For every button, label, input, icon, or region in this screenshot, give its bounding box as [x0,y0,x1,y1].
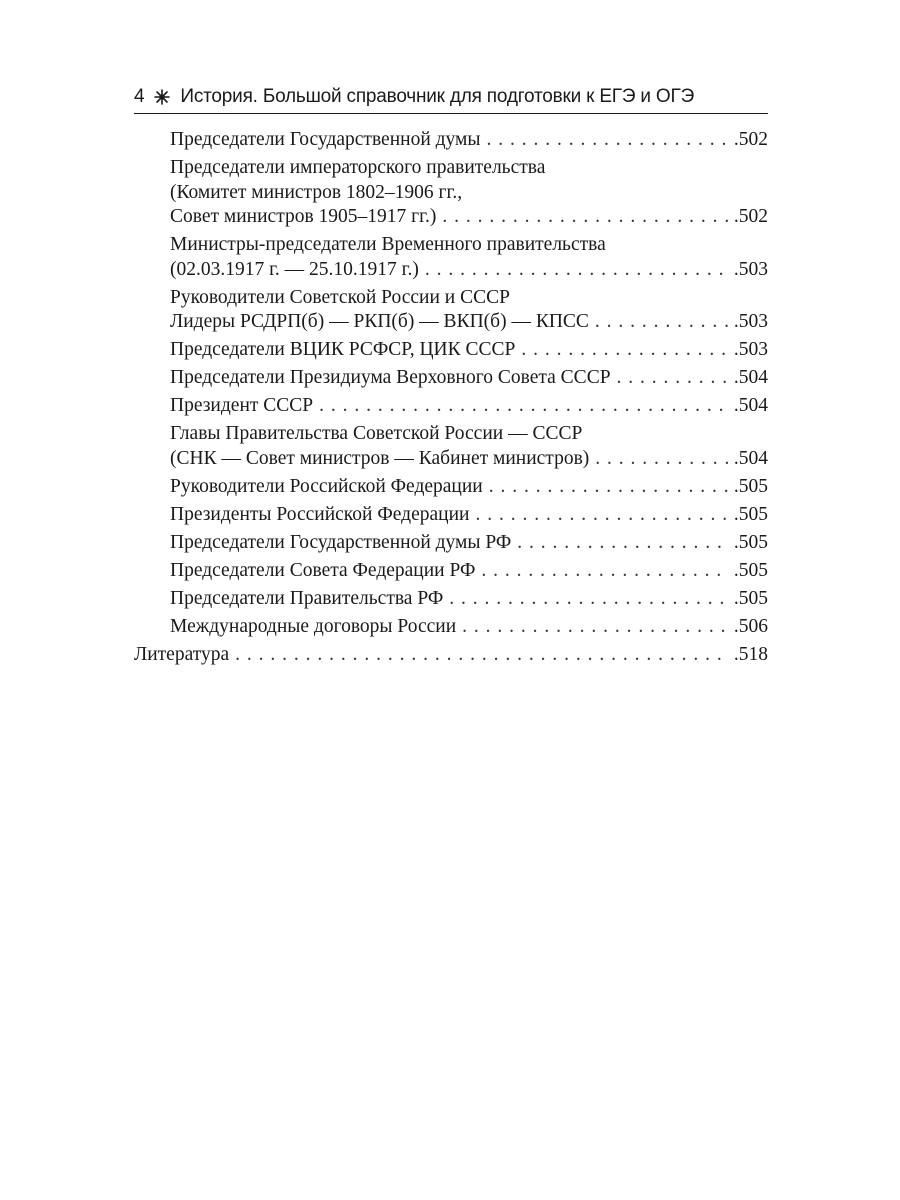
toc-entry-title: Председатели Государственной думы [170,129,481,150]
dot-leader [442,205,728,230]
toc-page-number: .505 [733,531,768,553]
toc-entry[interactable] [134,587,768,612]
toc-page-number: .503 [733,258,768,280]
dot-leader [425,258,728,283]
toc-page-number: .518 [733,643,768,665]
book-title: История. Большой справочник для подготовки к ЕГЭ и ОГЭ [180,86,695,107]
toc-entry-title: Председатели Правительства РФ [170,587,444,609]
toc-page-number: .502 [733,206,768,227]
toc-entry-title: Литература [134,643,230,665]
table-of-contents [134,128,768,667]
toc-entry[interactable] [134,233,768,282]
dot-leader [489,475,728,500]
toc-entry-title: Председатели ВЦИК РСФСР, ЦИК СССР [170,339,516,360]
toc-entry-title: Руководители Советской России и СССР [170,286,510,308]
running-header [134,84,768,110]
dot-leader [595,447,728,472]
toc-page-number: .505 [733,587,768,609]
toc-entry[interactable] [134,156,768,230]
toc-entry-title: Президенты Российской Федерации [170,503,470,525]
toc-entry[interactable] [134,615,768,640]
toc-page-number: .505 [733,475,768,497]
toc-page-number: .506 [733,615,768,637]
toc-entry-title: Министры-председатели Временного правительства [170,234,606,255]
toc-page-number: .503 [733,339,768,360]
toc-page-number: .502 [733,129,768,150]
toc-page-number: .504 [733,447,768,469]
toc-entry[interactable] [134,422,768,471]
dot-leader [521,338,728,363]
toc-entry[interactable] [134,394,768,419]
toc-entry[interactable] [134,286,768,335]
toc-entry-title: Руководители Российской Федерации [170,475,483,497]
toc-entry-title: Президент СССР [170,395,314,416]
star-ornament-icon [154,89,170,105]
dot-leader [487,128,728,153]
toc-entry-literature[interactable] [134,643,768,668]
toc-entry-title: (02.03.1917 г. — 25.10.1917 г.) [170,258,419,280]
dot-leader [481,559,727,584]
toc-entry[interactable] [134,503,768,528]
toc-page-number: .504 [733,395,768,416]
toc-entry-title: (СНК — Совет министров — Кабинет министров) [170,447,590,469]
dot-leader [319,394,728,419]
toc-entry-title: Председатели императорского правительства [170,157,546,178]
toc-entry-title: Международные договоры России [170,615,457,637]
toc-entry-title: Председатели Совета Федерации РФ [170,559,476,581]
toc-entry-title: Совет министров 1905–1917 гг.) [170,206,437,227]
toc-entry[interactable] [134,475,768,500]
page-number: 4 [134,86,145,107]
dot-leader [462,615,728,640]
toc-entry-title: Лидеры РСДРП(б) — РКП(б) — ВКП(б) — КПСС [170,311,589,332]
toc-entry[interactable] [134,338,768,363]
dot-leader [617,366,728,391]
toc-page-number: .503 [733,311,768,332]
toc-entry[interactable] [134,559,768,584]
toc-page-number: .505 [733,503,768,525]
toc-page-number: .505 [733,559,768,581]
toc-entry-title: Главы Правительства Советской России — СССР [170,423,583,444]
toc-page-number: .504 [733,367,768,388]
toc-entry-title: (Комитет министров 1802–1906 гг., [170,181,463,203]
dot-leader [475,503,727,528]
header-divider [134,113,768,114]
toc-entry-title: Председатели Президиума Верховного Совета СССР [170,367,611,388]
toc-entry[interactable] [134,366,768,391]
dot-leader [595,310,728,335]
toc-entry[interactable] [134,128,768,153]
toc-entry[interactable] [134,531,768,556]
dot-leader [235,643,728,668]
dot-leader [449,587,728,612]
toc-entry-title: Председатели Государственной думы РФ [170,531,512,553]
dot-leader [517,531,728,556]
